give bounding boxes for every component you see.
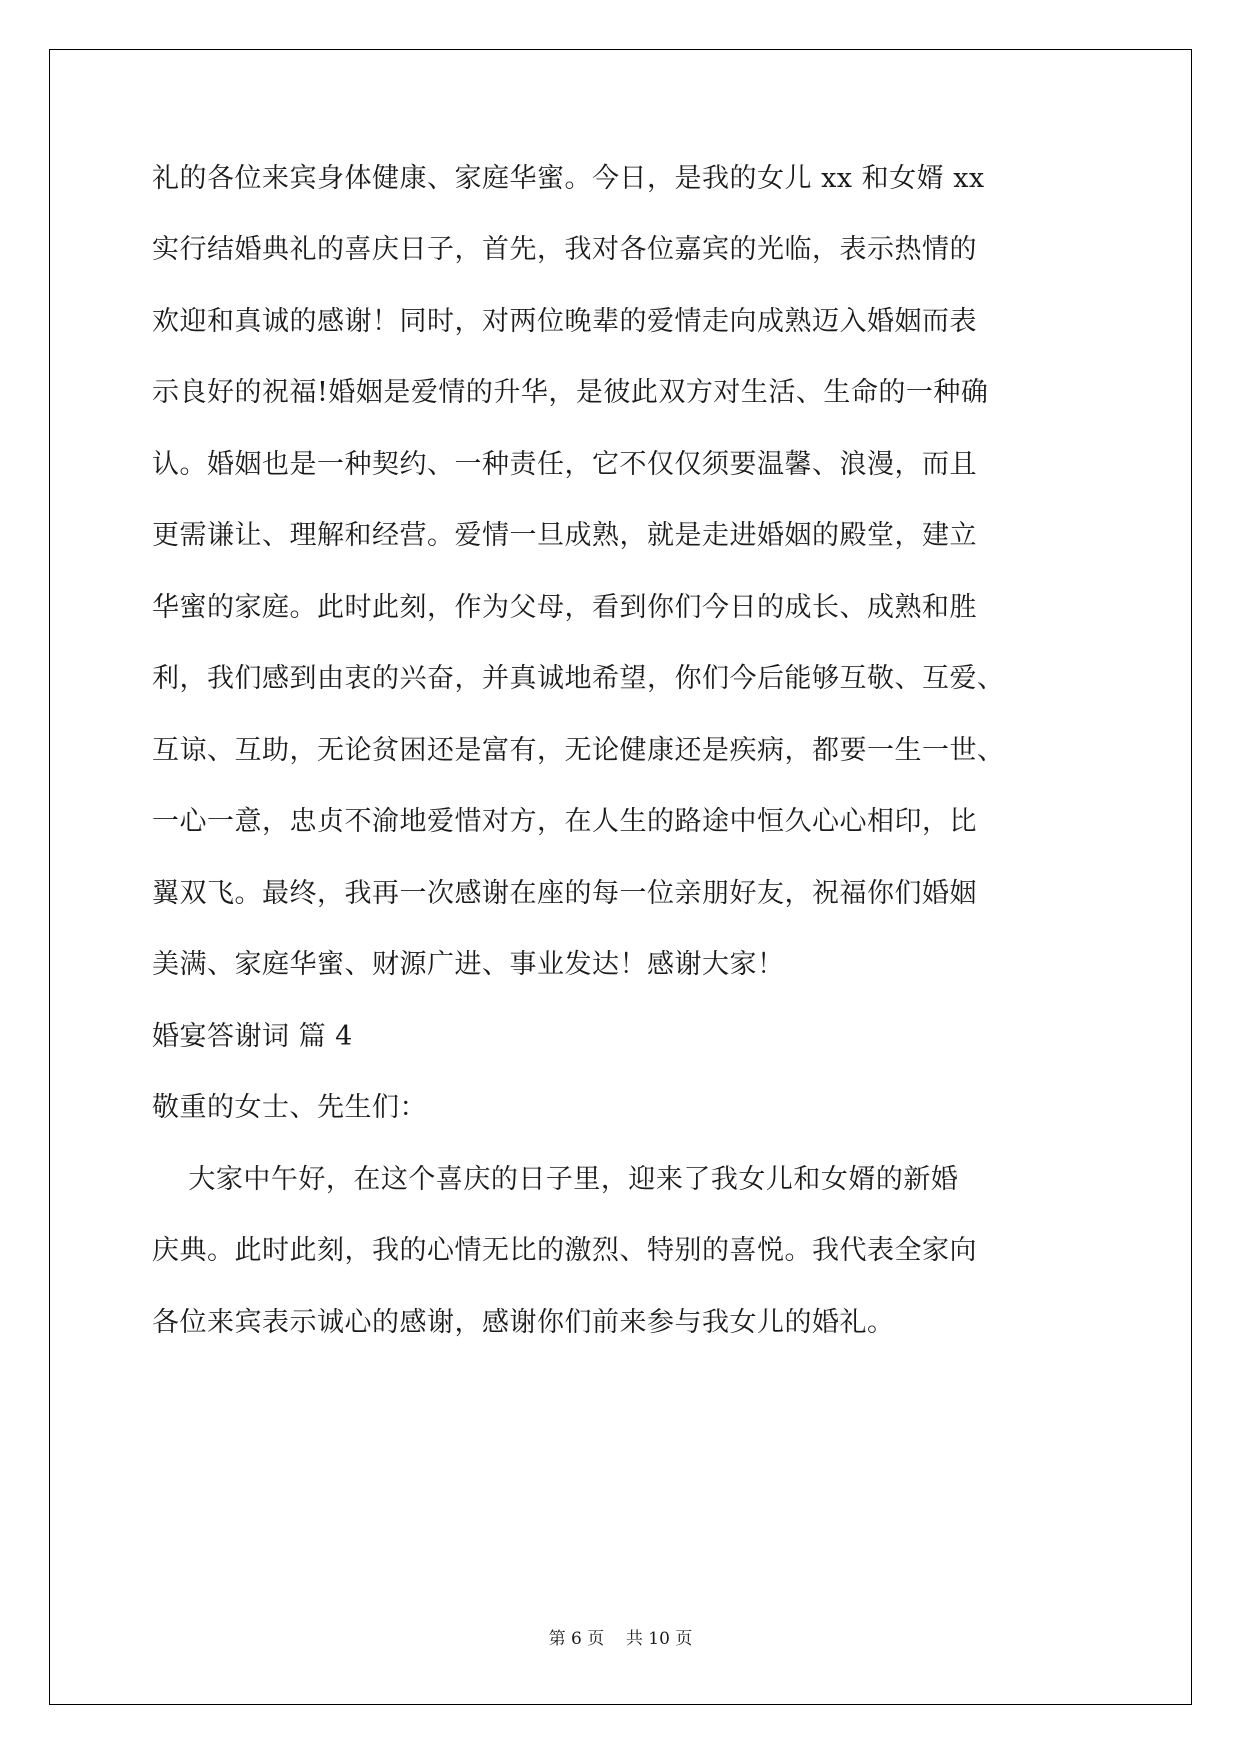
body-line: 利，我们感到由衷的兴奋，并真诚地希望，你们今后能够互敬、互爱、: [152, 663, 1005, 694]
body-line: 翼双飞。最终，我再一次感谢在座的每一位亲朋好友，祝福你们婚姻: [152, 878, 977, 909]
body-line: 认。婚姻也是一种契约、一种责任，它不仅仅须要温馨、浪漫，而且: [152, 449, 977, 480]
page-number: 第 6 页 共 10 页: [548, 1629, 693, 1649]
body-line: 美满、家庭华蜜、财源广进、事业发达！感谢大家！: [152, 949, 785, 980]
body-line: 互谅、互助，无论贫困还是富有，无论健康还是疾病，都要一生一世、: [152, 735, 1005, 766]
body-line: 欢迎和真诚的感谢！同时，对两位晚辈的爱情走向成熟迈入婚姻而表: [152, 306, 977, 337]
section-heading: 婚宴答谢词 篇 4: [152, 1021, 353, 1052]
body-line: 庆典。此时此刻，我的心情无比的激烈、特别的喜悦。我代表全家向: [152, 1235, 977, 1266]
body-line: 一心一意，忠贞不渝地爱惜对方，在人生的路途中恒久心心相印，比: [152, 806, 977, 837]
body-line: 示良好的祝福!婚姻是爱情的升华，是彼此双方对生活、生命的一种确: [152, 377, 989, 408]
body-line: 实行结婚典礼的喜庆日子，首先，我对各位嘉宾的光临，表示热情的: [152, 234, 977, 265]
body-line: 华蜜的家庭。此时此刻，作为父母，看到你们今日的成长、成熟和胜: [152, 592, 977, 623]
body-line: 大家中午好，在这个喜庆的日子里，迎来了我女儿和女婿的新婚: [152, 1164, 959, 1195]
body-line: 更需谦让、理解和经营。爱情一旦成熟，就是走进婚姻的殿堂，建立: [152, 520, 977, 551]
page-border: [49, 49, 1192, 1705]
salutation: 敬重的女士、先生们：: [152, 1092, 427, 1123]
body-line: 礼的各位来宾身体健康、家庭华蜜。今日，是我的女儿 xx 和女婿 xx: [152, 163, 985, 194]
body-line: 各位来宾表示诚心的感谢，感谢你们前来参与我女儿的婚礼。: [152, 1307, 895, 1338]
